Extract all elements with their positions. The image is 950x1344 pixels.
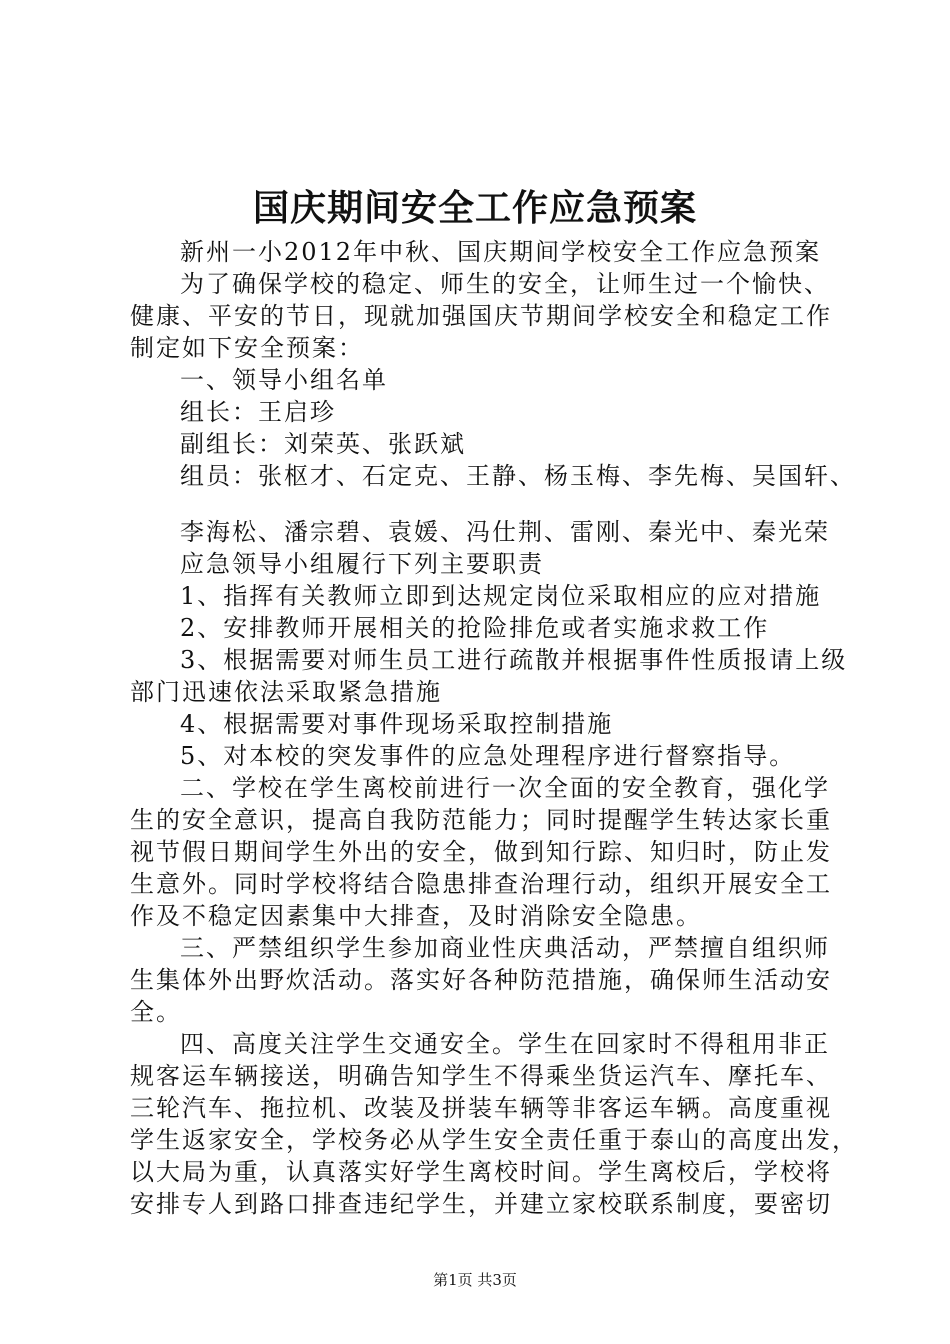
page-number-footer: 第1页 共3页 [433, 1271, 517, 1289]
paragraph-line: 李海松、潘宗碧、袁媛、冯仕荆、雷刚、秦光中、秦光荣 [180, 518, 830, 546]
paragraph-line: 安排专人到路口排查违纪学生，并建立家校联系制度，要密切 [130, 1190, 832, 1218]
paragraph-line: 制定如下安全预案： [130, 334, 364, 362]
paragraph-line: 生的安全意识，提高自我防范能力；同时提醒学生转达家长重 [130, 806, 832, 834]
paragraph-line: 副组长：刘荣英、张跃斌 [180, 430, 466, 458]
list-item-continued: 部门迅速依法采取紧急措施 [130, 678, 442, 706]
section-heading: 一、领导小组名单 [180, 366, 388, 394]
paragraph-line: 为了确保学校的稳定、师生的安全，让师生过一个愉快、 [180, 270, 830, 298]
paragraph-line: 生意外。同时学校将结合隐患排查治理行动，组织开展安全工 [130, 870, 832, 898]
paragraph-line: 二、学校在学生离校前进行一次全面的安全教育，强化学 [180, 774, 830, 802]
paragraph-line: 规客运车辆接送，明确告知学生不得乘坐货运汽车、摩托车、 [130, 1062, 832, 1090]
paragraph-line: 以大局为重，认真落实好学生离校时间。学生离校后，学校将 [130, 1158, 832, 1186]
list-item: 3、根据需要对师生员工进行疏散并根据事件性质报请上级 [180, 646, 848, 674]
paragraph-line: 视节假日期间学生外出的安全，做到知行踪、知归时，防止发 [130, 838, 832, 866]
paragraph-line: 组员：张枢才、石定克、王静、杨玉梅、李先梅、吴国轩、 [180, 462, 856, 490]
paragraph-line: 学生返家安全，学校务必从学生安全责任重于泰山的高度出发， [130, 1126, 858, 1154]
paragraph-line: 健康、平安的节日，现就加强国庆节期间学校安全和稳定工作 [130, 302, 832, 330]
subtitle-line: 新州一小2012年中秋、国庆期间学校安全工作应急预案 [180, 238, 822, 266]
paragraph-line: 全。 [130, 998, 182, 1026]
paragraph-line: 应急领导小组履行下列主要职责 [180, 550, 544, 578]
list-item: 2、安排教师开展相关的抢险排危或者实施求救工作 [180, 614, 770, 642]
paragraph-line: 三、严禁组织学生参加商业性庆典活动，严禁擅自组织师 [180, 934, 830, 962]
list-item: 4、根据需要对事件现场采取控制措施 [180, 710, 614, 738]
paragraph-line: 四、高度关注学生交通安全。学生在回家时不得租用非正 [180, 1030, 830, 1058]
list-item: 1、指挥有关教师立即到达规定岗位采取相应的应对措施 [180, 582, 822, 610]
list-item: 5、对本校的突发事件的应急处理程序进行督察指导。 [180, 742, 796, 770]
document-title: 国庆期间安全工作应急预案 [252, 188, 697, 229]
paragraph-line: 组长：王启珍 [180, 398, 336, 426]
paragraph-line: 三轮汽车、拖拉机、改装及拼装车辆等非客运车辆。高度重视 [130, 1094, 832, 1122]
paragraph-line: 生集体外出野炊活动。落实好各种防范措施，确保师生活动安 [130, 966, 832, 994]
paragraph-line: 作及不稳定因素集中大排查，及时消除安全隐患。 [130, 902, 702, 930]
